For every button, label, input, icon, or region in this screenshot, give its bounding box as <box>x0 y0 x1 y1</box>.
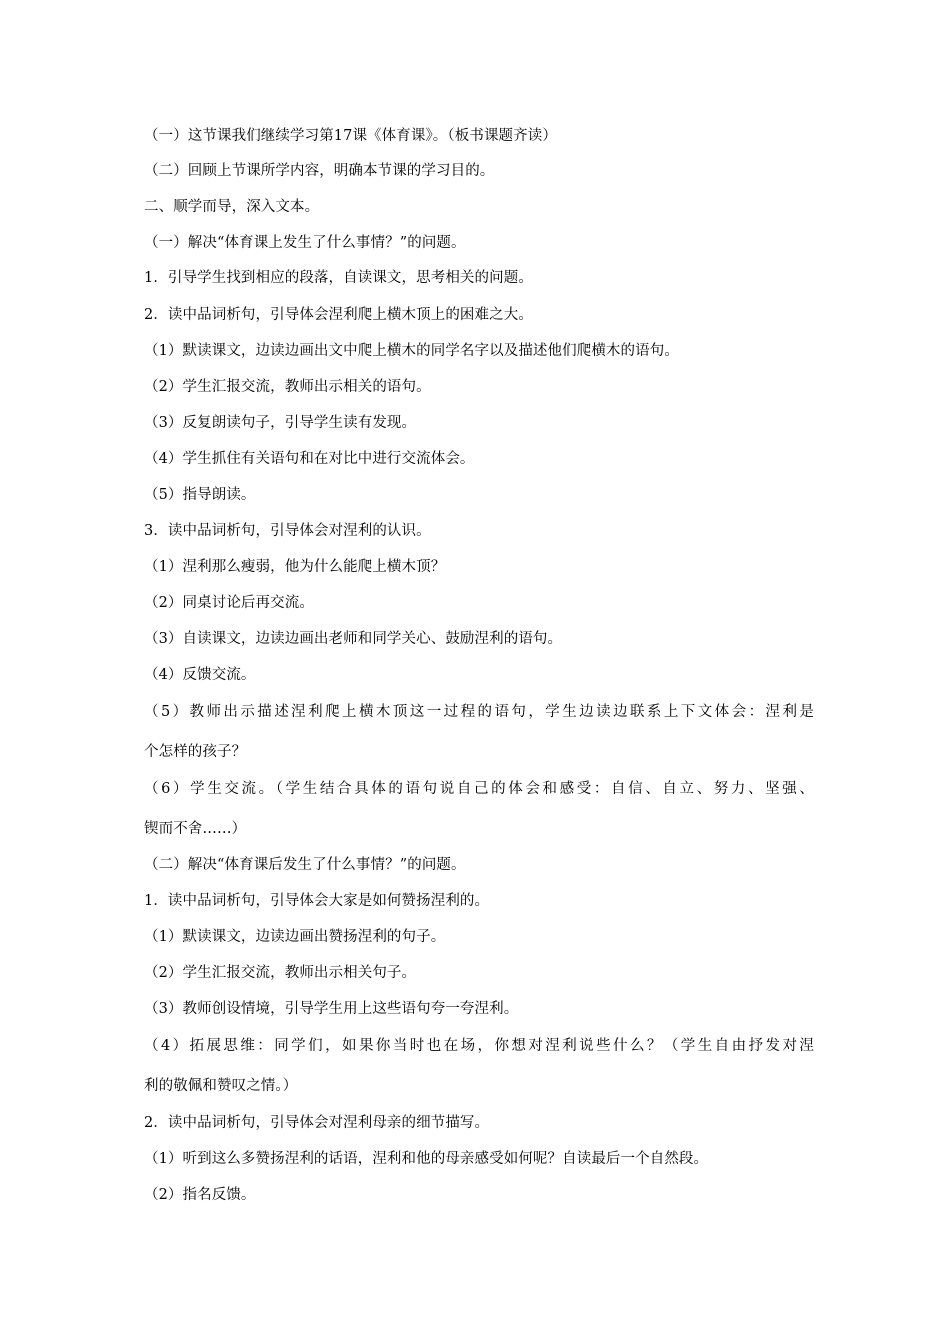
text-line: （一）这节课我们继续学习第17课《体育课》。（板书课题齐读） <box>144 128 557 144</box>
text-line: （3）自读课文，边读边画出老师和同学关心、鼓励涅利的语句。 <box>144 631 563 647</box>
text-line: （1）听到这么多赞扬涅利的话语，涅利和他的母亲感受如何呢？自读最后一个自然段。 <box>144 1151 709 1167</box>
text-line: （1）默读课文，边读边画出赞扬涅利的句子。 <box>144 929 446 945</box>
text-line: （4）学生抓住有关语句和在对比中进行交流体会。 <box>144 451 475 467</box>
text-line: （4）拓展思维：同学们，如果你当时也在场，你想对涅利说些什么？（学生自由抒发对涅 <box>144 1038 814 1054</box>
text-line: （2）同桌讨论后再交流。 <box>144 595 314 611</box>
text-line: （5）指导朗读。 <box>144 487 256 503</box>
text-line: 个怎样的孩子？ <box>144 744 247 760</box>
text-line: （4）反馈交流。 <box>144 667 256 683</box>
text-line: （6）学生交流。（学生结合具体的语句说自己的体会和感受：自信、自立、努力、坚强、 <box>144 781 814 797</box>
text-line: 2．读中品词析句，引导体会涅利爬上横木顶上的困难之大。 <box>144 307 533 323</box>
text-line: （3）反复朗读句子，引导学生读有发现。 <box>144 415 417 431</box>
text-line: 1．读中品词析句，引导体会大家是如何赞扬涅利的。 <box>144 893 490 909</box>
text-line: 2．读中品词析句，引导体会对涅利母亲的细节描写。 <box>144 1115 490 1131</box>
text-line: （二）回顾上节课所学内容，明确本节课的学习目的。 <box>144 163 495 179</box>
section-heading: 二、顺学而导，深入文本。 <box>144 199 320 215</box>
text-line: 3．读中品词析句，引导体会对涅利的认识。 <box>144 523 431 539</box>
text-line: （2）学生汇报交流，教师出示相关的语句。 <box>144 379 431 395</box>
text-line: （1）默读课文，边读边画出文中爬上横木的同学名字以及描述他们爬横木的语句。 <box>144 343 679 359</box>
text-line: （5）教师出示描述涅利爬上横木顶这一过程的语句，学生边读边联系上下文体会：涅利是 <box>144 704 814 720</box>
text-line: 1．引导学生找到相应的段落，自读课文，思考相关的问题。 <box>144 270 533 286</box>
text-line: 利的敬佩和赞叹之情。） <box>144 1078 298 1094</box>
text-line: （3）教师创设情境，引导学生用上这些语句夸一夸涅利。 <box>144 1001 519 1017</box>
subsection-heading: （一）解决“体育课上发生了什么事情？”的问题。 <box>144 235 466 251</box>
text-line: （1）涅利那么瘦弱，他为什么能爬上横木顶？ <box>144 559 446 575</box>
text-line: （2）学生汇报交流，教师出示相关句子。 <box>144 965 417 981</box>
text-line: 锲而不舍……） <box>144 821 247 837</box>
text-line: （2）指名反馈。 <box>144 1187 256 1203</box>
subsection-heading: （二）解决“体育课后发生了什么事情？”的问题。 <box>144 857 466 873</box>
